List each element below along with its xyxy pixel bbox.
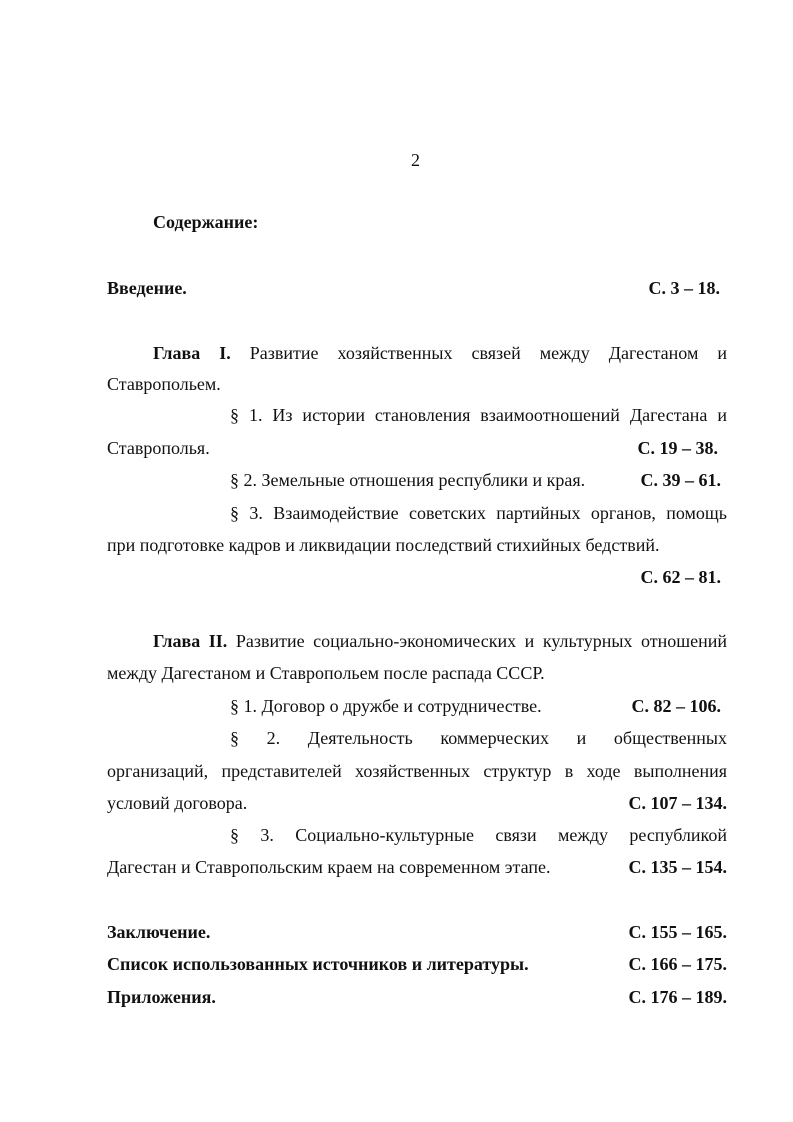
entry-label: § 1. Договор о дружбе и сотрудничестве. [230,696,542,716]
entry-label: § 2. Земельные отношения республики и края. [230,470,586,490]
chapter-title: Развитие хозяйственных связей между Дагестаном и [249,343,727,363]
entry-pages: С. 107 – 134. [628,793,727,813]
toc-entry-conclusion [107,921,727,943]
entry-label: Ставрополья. [107,438,210,458]
ch1-section1-cont [107,437,727,459]
chapter1-title-cont: Ставропольем. [107,374,221,394]
toc-heading: Содержание: [153,212,259,232]
ch2-section2-cont2 [107,792,727,814]
entry-pages: С. 155 – 165. [628,922,727,942]
ch1-section1: § 1. Из истории становления взаимоотношений Дагестана и [230,405,727,425]
chapter-title: Развитие социально-экономических и культурных отношений [235,631,727,651]
ch1-section2 [230,469,727,491]
toc-entry-sources [107,953,727,975]
entry-pages: С. 135 – 154. [628,857,727,877]
ch2-section2: § 2. Деятельность коммерческих и общественных [230,728,727,748]
chapter2-title [153,630,727,652]
entry-label: Введение. [107,278,187,298]
chapter1-title [153,342,727,364]
ch2-section1 [230,695,727,717]
entry-label: условий договора. [107,793,248,813]
chapter-label: Глава II. [153,631,228,651]
chapter2-title-cont: между Дагестаном и Ставропольем после распада СССР. [107,663,545,683]
entry-label: Приложения. [107,987,216,1007]
ch1-section3-pages-line [107,566,727,588]
ch1-section3-cont: при подготовке кадров и ликвидации последствий стихийных бедствий. [107,535,660,555]
entry-label: Дагестан и Ставропольским краем на современном этапе. [107,857,551,877]
entry-pages: С. 82 – 106. [631,696,721,716]
entry-pages: С. 19 – 38. [637,438,718,458]
toc-entry-intro [107,277,727,299]
entry-label: Заключение. [107,922,211,942]
ch2-section3: § 3. Социально-культурные связи между республикой [230,825,727,845]
entry-pages: С. 176 – 189. [628,987,727,1007]
page-number: 2 [411,150,420,170]
entry-pages: С. 39 – 61. [640,470,721,490]
entry-pages: С. 3 – 18. [648,278,720,298]
ch2-section2-cont: организаций, представителей хозяйственных структур в ходе выполнения [107,761,727,781]
chapter-label: Глава I. [153,343,231,363]
entry-label: Список использованных источников и литературы. [107,954,529,974]
ch2-section3-cont [107,856,727,878]
entry-pages: С. 62 – 81. [640,567,721,587]
toc-entry-appendix [107,986,727,1008]
ch1-section3: § 3. Взаимодействие советских партийных органов, помощь [230,503,727,523]
entry-pages: С. 166 – 175. [628,954,727,974]
